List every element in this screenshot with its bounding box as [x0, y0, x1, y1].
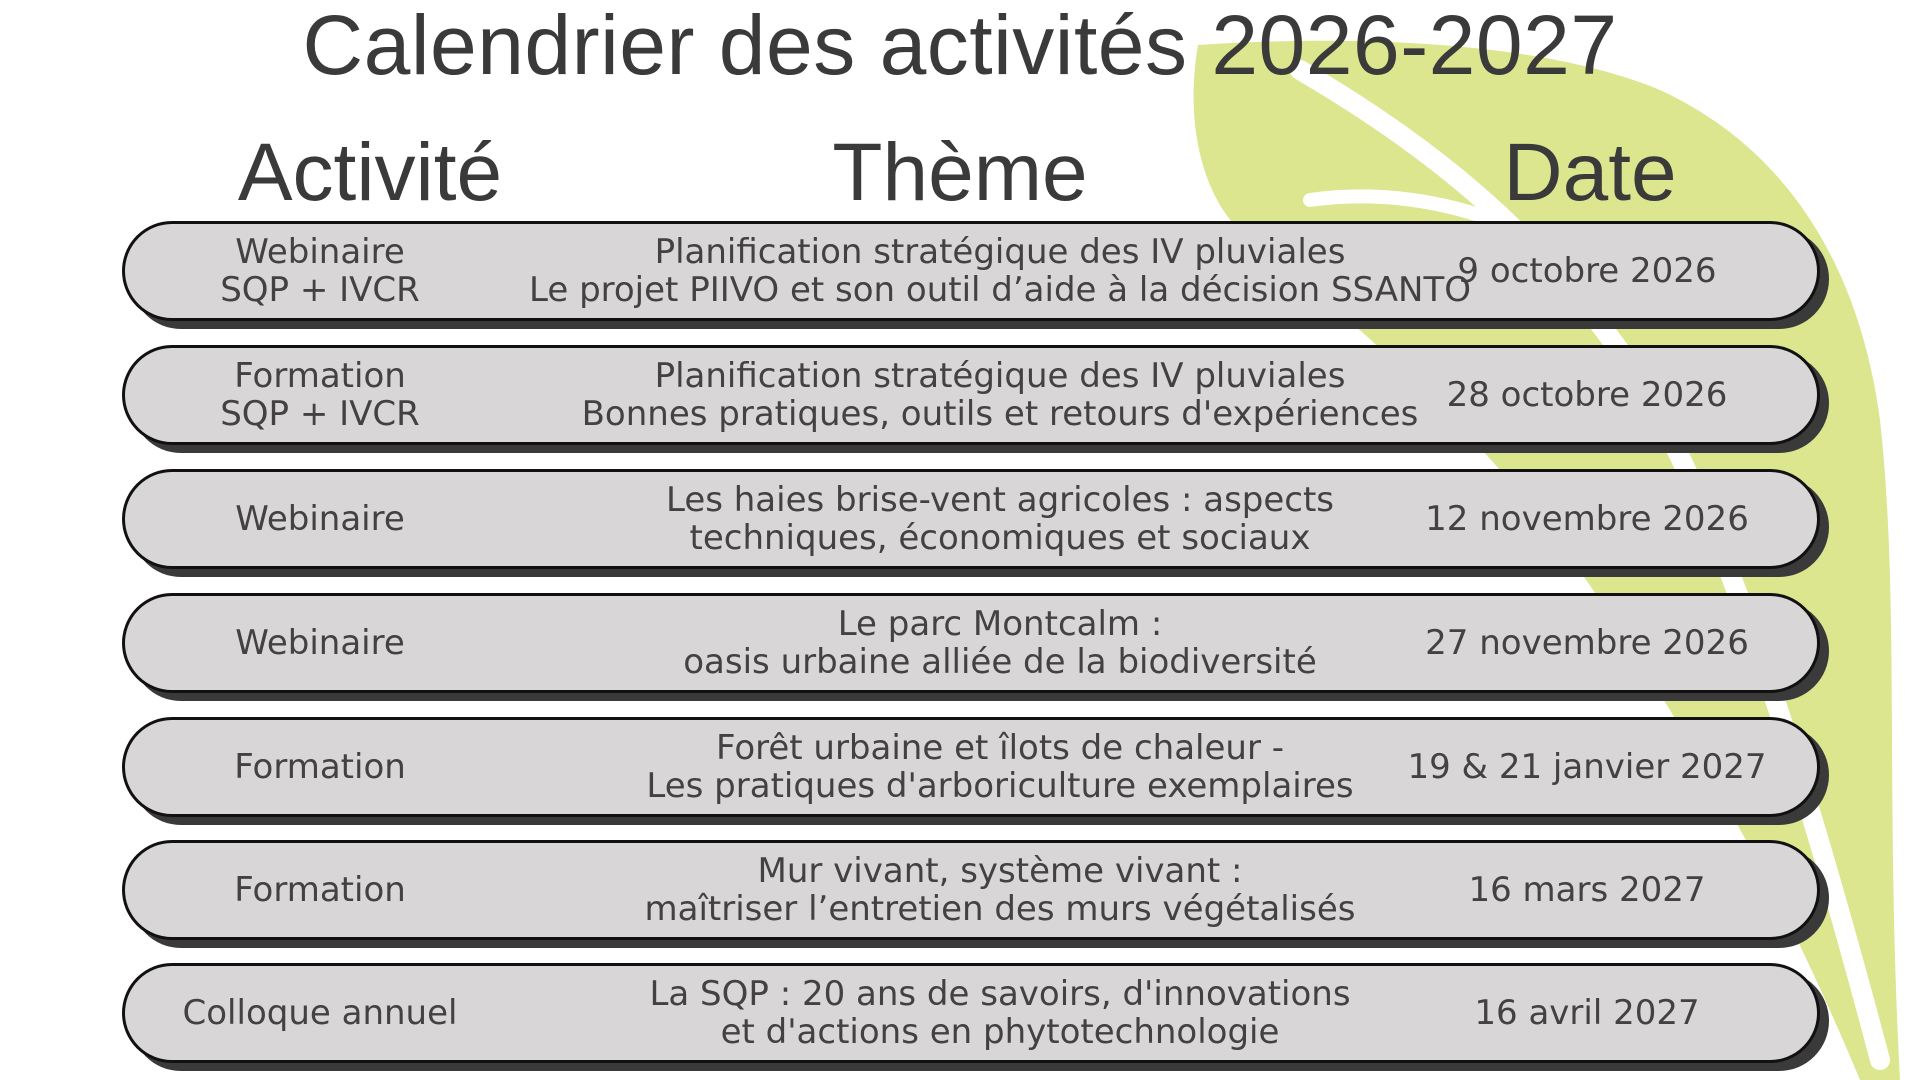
- activity-cell: [165, 720, 475, 814]
- activity-line: Webinaire: [235, 623, 405, 663]
- theme-line: Le projet PIIVO et son outil d’aide à la décision SSANTO: [529, 270, 1471, 310]
- activity-line: Colloque annuel: [182, 993, 458, 1033]
- activity-line: Formation: [234, 356, 406, 396]
- activity-row: [122, 345, 1820, 445]
- activity-row: [122, 221, 1820, 321]
- theme-line: oasis urbaine alliée de la biodiversité: [683, 642, 1317, 682]
- theme-line: techniques, économiques et sociaux: [689, 518, 1311, 558]
- activity-cell: [165, 843, 475, 937]
- activity-line: Formation: [234, 870, 406, 910]
- activity-row: [122, 593, 1820, 693]
- theme-cell: [475, 966, 1525, 1060]
- activity-line: SQP + IVCR: [220, 270, 420, 310]
- activity-cell: [165, 966, 475, 1060]
- theme-line: Planification stratégique des IV pluviales: [654, 356, 1346, 396]
- theme-cell: [475, 720, 1525, 814]
- activity-cell: [165, 224, 475, 318]
- theme-cell: [475, 843, 1525, 937]
- column-header-activite: Activité: [237, 127, 503, 218]
- theme-line: Planification stratégique des IV pluviales: [654, 232, 1346, 272]
- activity-cell: [165, 472, 475, 566]
- date-cell: 9 octobre 2026: [1457, 251, 1717, 291]
- column-header-theme: Thème: [832, 127, 1088, 218]
- activity-row: [122, 840, 1820, 940]
- activity-line: Webinaire: [235, 232, 405, 272]
- activity-cell: [165, 348, 475, 442]
- theme-cell: [475, 596, 1525, 690]
- theme-line: et d'actions en phytotechnologie: [720, 1012, 1280, 1052]
- activity-line: Formation: [234, 747, 406, 787]
- date-cell: 16 mars 2027: [1468, 870, 1706, 910]
- theme-line: La SQP : 20 ans de savoirs, d'innovations: [649, 974, 1351, 1014]
- date-cell: 12 novembre 2026: [1425, 499, 1749, 539]
- theme-line: Mur vivant, système vivant :: [757, 851, 1243, 891]
- date-cell: 27 novembre 2026: [1425, 623, 1749, 663]
- activity-line: Webinaire: [235, 499, 405, 539]
- theme-line: Forêt urbaine et îlots de chaleur -: [715, 728, 1285, 768]
- theme-cell: [475, 472, 1525, 566]
- date-cell: 28 octobre 2026: [1446, 375, 1728, 415]
- activity-row: [122, 717, 1820, 817]
- date-cell: 16 avril 2027: [1474, 993, 1700, 1033]
- theme-line: maîtriser l’entretien des murs végétalisés: [644, 889, 1356, 929]
- theme-cell: [475, 348, 1525, 442]
- activity-row: [122, 963, 1820, 1063]
- theme-line: Les pratiques d'arboriculture exemplaires: [646, 766, 1354, 806]
- theme-line: Bonnes pratiques, outils et retours d'expériences: [581, 394, 1419, 434]
- theme-line: Les haies brise-vent agricoles : aspects: [665, 480, 1335, 520]
- activity-row: [122, 469, 1820, 569]
- page-title: Calendrier des activités 2026-2027: [302, 0, 1618, 92]
- theme-cell: [475, 224, 1525, 318]
- activity-line: SQP + IVCR: [220, 394, 420, 434]
- theme-line: Le parc Montcalm :: [837, 604, 1163, 644]
- column-header-date: Date: [1503, 127, 1677, 218]
- activity-cell: [165, 596, 475, 690]
- date-cell: 19 & 21 janvier 2027: [1407, 747, 1767, 787]
